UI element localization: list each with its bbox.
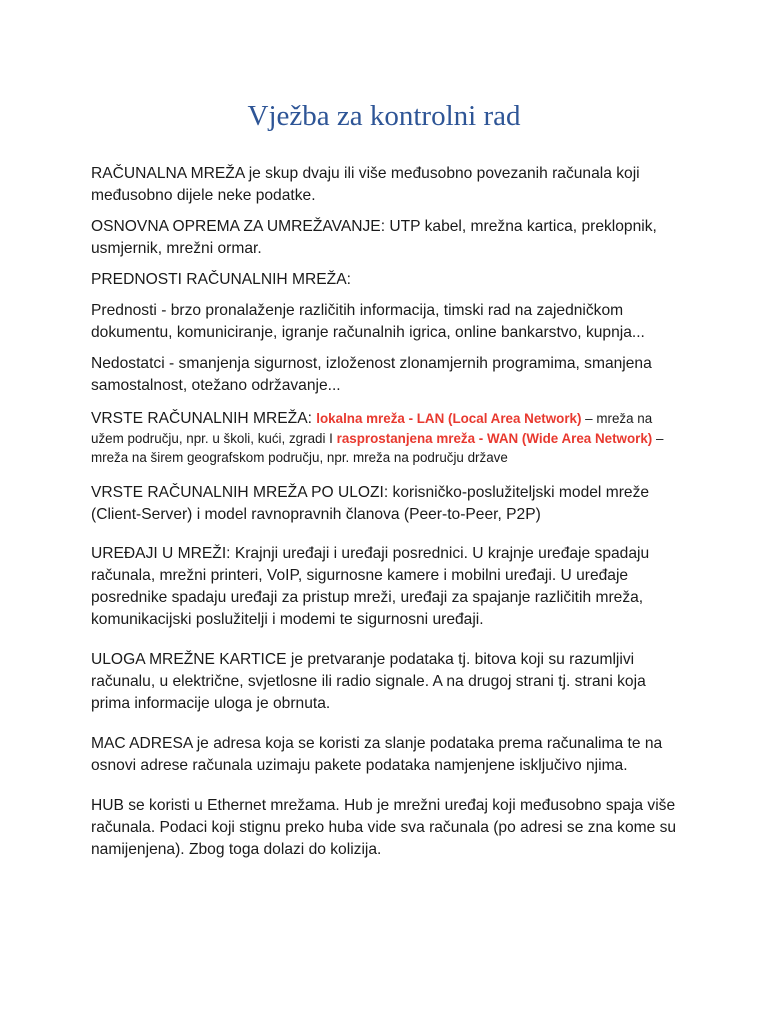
paragraph-osnovna-oprema: OSNOVNA OPREMA ZA UMREŽAVANJE: UTP kabel, mrežna kartica, preklopnik, usmjernik, mrežni ormar. <box>91 218 657 257</box>
vrste-wan-description: – mreža na širem geografskom području, npr. mreža na području države <box>91 430 664 465</box>
paragraph-prednosti: Prednosti - brzo pronalaženje različitih informacija, timski rad na zajedničkom dokumentu, komuniciranje, igranje računalnih igrica, online bankarstvo, kupnja... <box>91 302 645 341</box>
document-title: Vježba za kontrolni rad <box>247 100 521 132</box>
paragraph-mac-adresa: MAC ADRESA je adresa koja se koristi za slanje podataka prema računalima te na osnovi adrese računala uzimaju pakete podataka namjenjene isključivo njima. <box>91 734 663 774</box>
vrste-lan-term: lokalna mreža - LAN (Local Area Network) <box>316 411 582 426</box>
paragraph-hub: HUB se koristi u Ethernet mrežama. Hub je mrežni uređaj koji međusobno spaja više računala. Podaci koji stignu preko huba vide sva računala (po adresi se zna kome su namijenjena). Zbog toga dolazi do kolizija. <box>91 796 677 858</box>
paragraph-uredaji: UREĐAJI U MREŽI: Krajnji uređaji i uređaji posrednici. U krajnje uređaje spadaju računala, mrežni printeri, VoIP, sigurnosne kamere i mobilni uređaji. U uređaje posrednike spadaju uređaji za pristup mreži, uređaji za spajanje različitih mreža, komunikacijski poslužitelji i modemi te sigurnosni uređaji. <box>91 544 650 628</box>
paragraph-vrste-po-ulozi: VRSTE RAČUNALNIH MREŽA PO ULOZI: korisničko-poslužiteljski model mreže (Client-Server) i model ravnopravnih članova (Peer-to-Peer, P2P) <box>91 483 650 523</box>
document-body <box>91 163 683 861</box>
paragraph-racunalna-mreza: RAČUNALNA MREŽA je skup dvaju ili više međusobno povezanih računala koji međusobno dijele neke podatke. <box>91 165 640 204</box>
paragraph-nedostatci: Nedostatci - smanjenja sigurnost, izloženost zlonamjernih programima, smanjena samostalnost, otežano održavanje... <box>91 355 652 394</box>
paragraph-vrste-mreza <box>91 409 683 468</box>
vrste-lan-description: – mreža na užem području, npr. u školi, kući, zgradi I <box>91 411 653 446</box>
vrste-wan-term: rasprostanjena mreža - WAN (Wide Area Network) <box>336 430 653 446</box>
vrste-lead: VRSTE RAČUNALNIH MREŽA: <box>91 410 317 427</box>
paragraph-uloga-kartice: ULOGA MREŽNE KARTICE je pretvaranje podataka tj. bitova koji su razumljivi računalu, u električne, svjetlosne ili radio signale. A na drugoj strani tj. strani koja prima informacije uloga je obrnuta. <box>91 650 646 712</box>
heading-prednosti: PREDNOSTI RAČUNALNIH MREŽA: <box>91 271 351 288</box>
